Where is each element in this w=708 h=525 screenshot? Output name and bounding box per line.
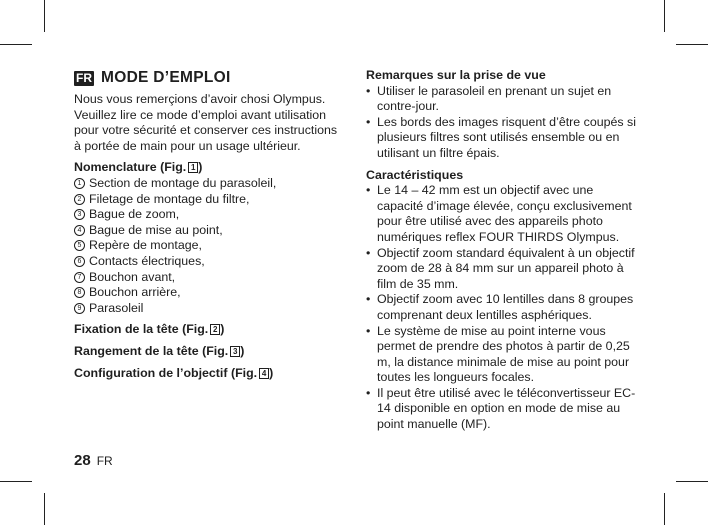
right-column (366, 68, 638, 433)
list-item: • Il peut être utilisé avec le téléconvertisseur EC-14 disponible en option en mode de mise au point manuelle (MF). (366, 386, 638, 433)
figure-ref: 4 (259, 368, 269, 379)
intro-text: Nous vous remerçions d’avoir chosi Olympus. Veuillez lire ce mode d’emploi avant utilisation pour votre sécurité et conserver ces instructions à portée de main pour un usage ultérieur. (74, 92, 338, 153)
item-text: Bouchon arrière, (89, 285, 181, 300)
crop-mark (0, 44, 32, 45)
list-item (74, 192, 346, 208)
list-item (74, 176, 346, 192)
section-heading-configuration: Configuration de l’objectif (Fig. 4 ) (74, 365, 274, 380)
crop-mark (676, 44, 708, 45)
list-item: • Le système de mise au point interne vous permet de prendre des photos à partir de 0,25 m, la distance minimale de mise au point pour toutes les longueurs focales. (366, 324, 638, 386)
nomenclature-heading: Nomenclature (Fig. 1 ) (74, 160, 203, 175)
language-badge: FR (76, 70, 92, 85)
item-text: Bouchon avant, (89, 269, 176, 284)
crop-mark (676, 481, 708, 482)
list-item (74, 254, 346, 270)
figure-ref: 2 (210, 324, 220, 335)
item-text: Parasoleil (89, 300, 144, 315)
remarks-heading: Remarques sur la prise de vue (366, 68, 546, 82)
list-item (74, 301, 346, 317)
page-title: MODE D’EMPLOI (101, 69, 231, 87)
features-list (366, 183, 638, 433)
crop-mark (0, 481, 32, 482)
item-text: Repère de montage, (89, 238, 202, 253)
item-number: 8 (74, 287, 85, 298)
list-item: • Utiliser le parasoleil en prenant un sujet en contre-jour. (366, 84, 638, 115)
list-item (74, 223, 346, 239)
list-item (74, 285, 346, 301)
item-text: Bague de zoom, (89, 207, 180, 222)
title-row (74, 68, 346, 88)
section-heading-fixation: Fixation de la tête (Fig. 2 ) (74, 322, 225, 337)
list-item (74, 270, 346, 286)
crop-mark (664, 493, 665, 525)
item-number: 5 (74, 240, 85, 251)
list-item (74, 207, 346, 223)
item-text: Bague de mise au point, (89, 222, 223, 237)
item-text: Filetage de montage du filtre, (89, 191, 250, 206)
item-number: 1 (74, 178, 85, 189)
page-footer (74, 452, 113, 469)
section-heading-rangement: Rangement de la tête (Fig. 3 ) (74, 343, 245, 358)
figure-ref: 1 (188, 162, 198, 173)
features-heading: Caractéristiques (366, 167, 464, 182)
list-item: • Le 14 – 42 mm est un objectif avec une capacité d’image élevée, conçu exclusivement pour être utilisé avec des appareils photo numériques reflex FOUR THIRDS Olympus. (366, 183, 638, 245)
list-item: • Objectif zoom standard équivalent à un objectif zoom de 28 à 84 mm sur un appareil photo à film de 35 mm. (366, 246, 638, 293)
item-number: 3 (74, 209, 85, 220)
item-number: 7 (74, 272, 85, 283)
crop-mark (44, 493, 45, 525)
list-item: • Objectif zoom avec 10 lentilles dans 8 groupes comprenant deux lentilles asphériques. (366, 292, 638, 323)
item-number: 6 (74, 256, 85, 267)
list-item: • Les bords des images risquent d’être coupés si plusieurs filtres sont utilisés ensemble ou en utilisant un filtre épais. (366, 115, 638, 162)
item-number: 4 (74, 225, 85, 236)
item-text: Section de montage du parasoleil, (89, 175, 277, 190)
crop-mark (664, 0, 665, 32)
item-text: Contacts électriques, (89, 253, 205, 268)
figure-ref: 3 (230, 346, 240, 357)
list-item (74, 238, 346, 254)
left-column (74, 68, 346, 381)
item-number: 2 (74, 194, 85, 205)
footer-language: FR (96, 454, 113, 468)
page-number: 28 (74, 452, 91, 469)
item-number: 9 (74, 303, 85, 314)
crop-mark (44, 0, 45, 32)
nomenclature-list (74, 176, 346, 316)
remarks-list (366, 84, 638, 162)
